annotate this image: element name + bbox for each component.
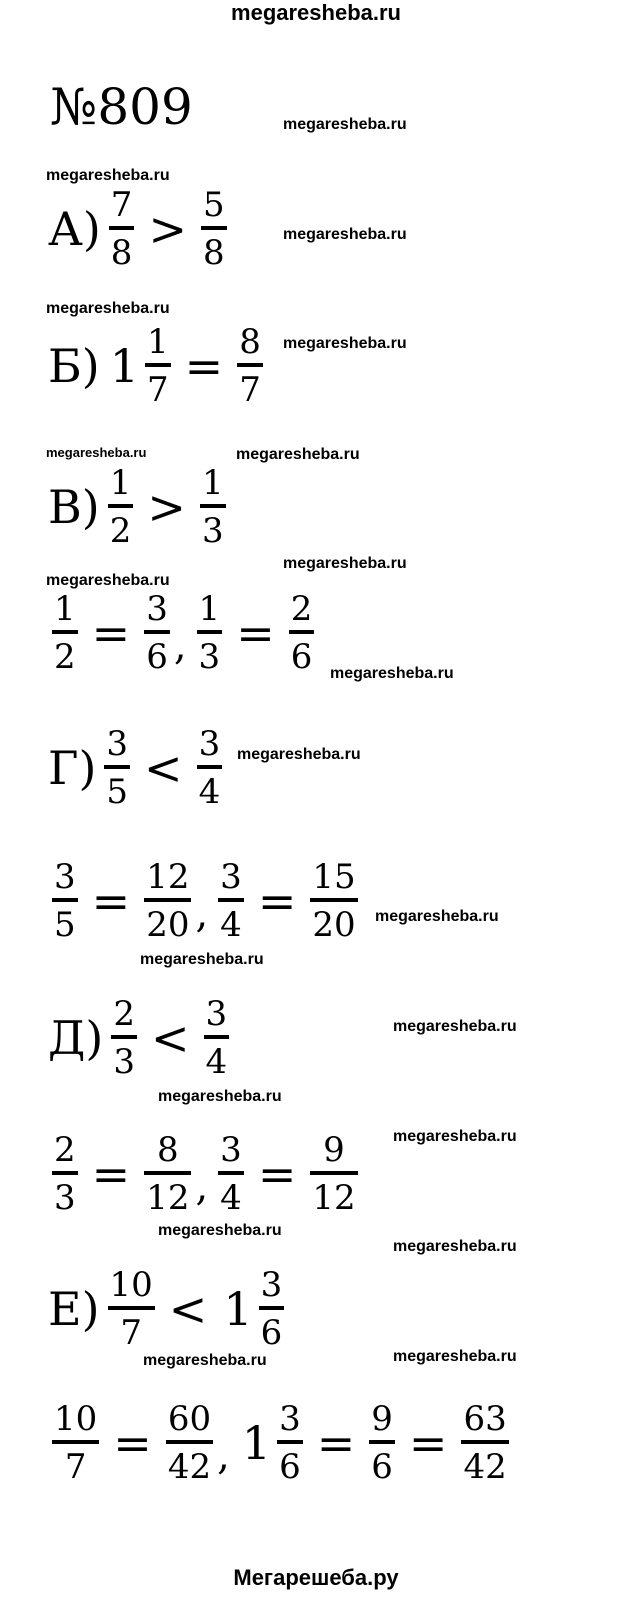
denominator: 6 — [260, 1313, 283, 1353]
line-e-explanation — [48, 1399, 513, 1487]
numerator: 10 — [109, 1265, 153, 1305]
watermark: megaresheba.ru — [330, 665, 454, 682]
denominator: 8 — [110, 233, 133, 273]
watermark: megaresheba.ru — [46, 300, 170, 317]
numerator: 12 — [146, 857, 190, 897]
watermark: megaresheba.ru — [46, 445, 147, 460]
fraction — [144, 857, 191, 945]
operator: < — [150, 1011, 190, 1065]
denominator: 6 — [279, 1447, 301, 1487]
watermark: megaresheba.ru — [46, 167, 170, 184]
fraction — [111, 994, 137, 1082]
fraction — [310, 857, 357, 945]
numerator: 2 — [113, 994, 135, 1034]
denominator: 5 — [106, 772, 129, 812]
denominator: 2 — [109, 511, 132, 551]
fraction — [52, 857, 78, 945]
item-label: Д) — [48, 1011, 104, 1065]
line-v — [48, 463, 230, 551]
numerator: 5 — [202, 185, 225, 225]
comma: , — [195, 1164, 209, 1210]
numerator: 3 — [54, 857, 76, 897]
operator: = — [257, 1147, 297, 1201]
watermark: megaresheba.ru — [283, 335, 407, 352]
numerator: 3 — [220, 1130, 242, 1170]
denominator: 6 — [146, 637, 168, 677]
operator: = — [91, 606, 131, 660]
fraction — [218, 1130, 244, 1218]
line-d-explanation — [48, 1130, 362, 1218]
denominator: 7 — [147, 370, 169, 410]
numerator: 2 — [54, 1130, 76, 1170]
line-b — [48, 322, 267, 410]
line-e — [48, 1265, 288, 1353]
numerator: 8 — [239, 322, 261, 362]
denominator: 6 — [290, 637, 313, 677]
whole-part: 1 — [241, 1416, 272, 1470]
numerator: 3 — [279, 1399, 301, 1439]
denominator: 3 — [113, 1042, 135, 1082]
whole-part: 1 — [223, 1282, 253, 1336]
numerator: 9 — [323, 1130, 345, 1170]
numerator: 3 — [205, 994, 228, 1034]
operator: = — [408, 1416, 448, 1470]
numerator: 63 — [463, 1399, 507, 1439]
comma: , — [195, 891, 209, 937]
fraction — [166, 1399, 213, 1487]
watermark: megaresheba.ru — [46, 572, 170, 589]
fraction — [104, 724, 130, 812]
fraction — [200, 463, 226, 551]
numerator: 1 — [109, 463, 132, 503]
watermark: megaresheba.ru — [143, 1352, 267, 1369]
fraction — [52, 589, 78, 677]
operator: = — [236, 606, 275, 660]
denominator: 12 — [312, 1178, 356, 1218]
fraction — [237, 322, 263, 410]
numerator: 1 — [201, 463, 224, 503]
item-label: Е) — [48, 1282, 100, 1336]
fraction — [204, 994, 230, 1082]
fraction — [144, 1130, 191, 1218]
line-g — [48, 724, 226, 812]
fraction — [197, 724, 223, 812]
numerator: 3 — [146, 589, 168, 629]
numerator: 3 — [198, 724, 221, 764]
numerator: 10 — [54, 1399, 98, 1439]
numerator: 8 — [157, 1130, 179, 1170]
denominator: 7 — [120, 1313, 142, 1353]
operator: < — [144, 741, 183, 795]
numerator: 9 — [371, 1399, 393, 1439]
denominator: 12 — [146, 1178, 190, 1218]
denominator: 7 — [64, 1447, 87, 1487]
denominator: 20 — [146, 905, 190, 945]
operator: > — [148, 202, 187, 256]
denominator: 3 — [201, 511, 224, 551]
watermark: megaresheba.ru — [283, 226, 407, 243]
watermark: megaresheba.ru — [237, 746, 361, 763]
numerator: 3 — [106, 724, 129, 764]
numerator: 3 — [220, 857, 242, 897]
fraction — [369, 1399, 395, 1487]
line-d — [48, 994, 233, 1082]
line-a — [48, 185, 231, 273]
denominator: 4 — [205, 1042, 228, 1082]
watermark: megaresheba.ru — [393, 1018, 517, 1035]
fraction — [52, 1399, 99, 1487]
item-label: А) — [48, 202, 101, 256]
watermark: megaresheba.ru — [140, 951, 264, 968]
numerator: 1 — [198, 589, 221, 629]
fraction — [52, 1130, 78, 1218]
operator: = — [91, 874, 131, 928]
numerator: 7 — [110, 185, 133, 225]
denominator: 8 — [202, 233, 225, 273]
fraction — [218, 857, 244, 945]
denominator: 5 — [54, 905, 76, 945]
operator: = — [113, 1416, 152, 1470]
fraction — [461, 1399, 508, 1487]
operator: = — [91, 1147, 131, 1201]
denominator: 42 — [463, 1447, 507, 1487]
fraction — [259, 1265, 285, 1353]
site-header: megaresheba.ru — [231, 0, 401, 25]
watermark: megaresheba.ru — [236, 446, 360, 463]
watermark: megaresheba.ru — [393, 1238, 517, 1255]
watermark: megaresheba.ru — [393, 1348, 517, 1365]
fraction — [144, 589, 170, 677]
operator: = — [316, 1416, 356, 1470]
watermark: megaresheba.ru — [375, 908, 499, 925]
numerator: 2 — [290, 589, 313, 629]
operator: = — [184, 339, 224, 393]
line-g-explanation — [48, 857, 362, 945]
fraction — [201, 185, 227, 273]
numerator: 15 — [312, 857, 356, 897]
item-label: В) — [48, 480, 100, 534]
denominator: 3 — [198, 637, 221, 677]
watermark: megaresheba.ru — [393, 1128, 517, 1145]
numerator: 1 — [54, 589, 76, 629]
comma: , — [173, 623, 187, 669]
denominator: 3 — [54, 1178, 76, 1218]
line-v-explanation — [48, 589, 318, 677]
denominator: 6 — [371, 1447, 393, 1487]
comma: , — [217, 1433, 230, 1479]
watermark: megaresheba.ru — [283, 555, 407, 572]
fraction — [289, 589, 315, 677]
problem-number: №809 — [50, 78, 193, 136]
operator: < — [168, 1282, 208, 1336]
denominator: 7 — [239, 370, 261, 410]
denominator: 4 — [198, 772, 221, 812]
operator: > — [147, 480, 186, 534]
numerator: 3 — [260, 1265, 283, 1305]
fraction — [197, 589, 223, 677]
whole-part: 1 — [109, 339, 140, 393]
numerator: 1 — [147, 322, 169, 362]
site-footer: Мегарешеба.ру — [233, 1565, 399, 1590]
denominator: 20 — [312, 905, 356, 945]
watermark: megaresheba.ru — [158, 1088, 282, 1105]
numerator: 60 — [167, 1399, 212, 1439]
denominator: 4 — [220, 905, 242, 945]
fraction — [310, 1130, 357, 1218]
denominator: 42 — [167, 1447, 212, 1487]
fraction — [145, 322, 171, 410]
operator: = — [257, 874, 297, 928]
denominator: 4 — [220, 1178, 242, 1218]
watermark: megaresheba.ru — [283, 116, 407, 133]
fraction — [109, 185, 135, 273]
fraction — [277, 1399, 303, 1487]
denominator: 2 — [54, 637, 76, 677]
watermark: megaresheba.ru — [158, 1222, 282, 1239]
fraction — [108, 1265, 155, 1353]
item-label: Б) — [48, 339, 100, 393]
fraction — [108, 463, 134, 551]
item-label: Г) — [48, 741, 97, 795]
